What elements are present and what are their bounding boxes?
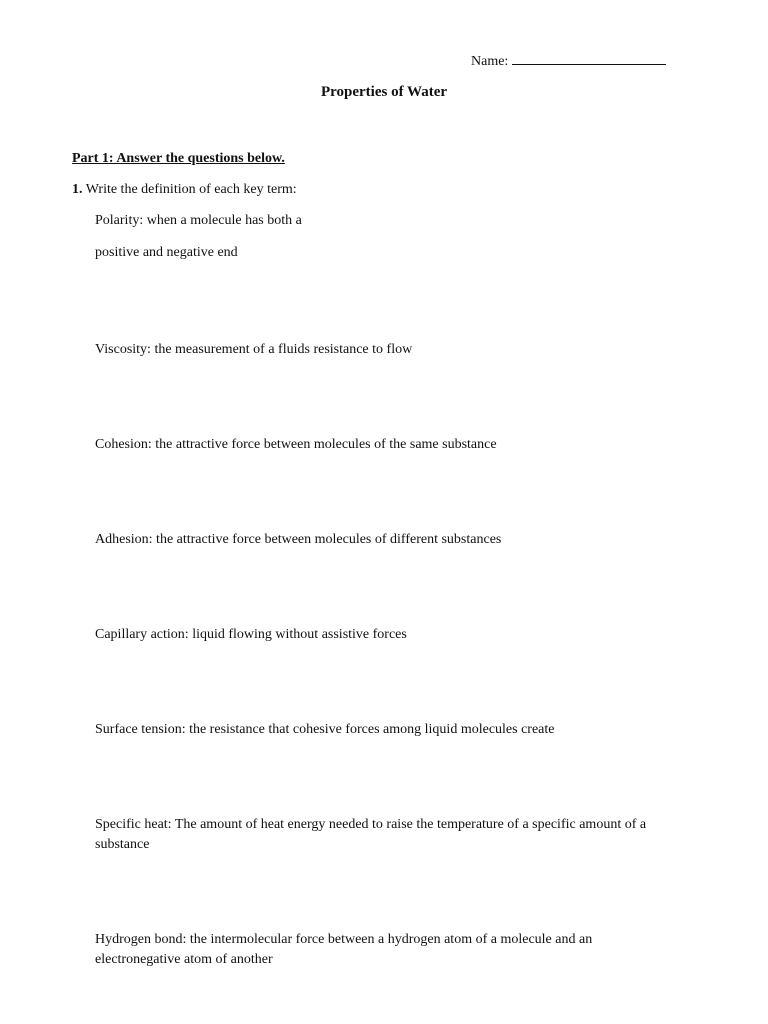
term-viscosity: Viscosity: the measurement of a fluids resistance to flow bbox=[95, 342, 413, 357]
term-polarity-line-2: positive and negative end bbox=[95, 245, 238, 260]
term-surface-tension: Surface tension: the resistance that cohesive forces among liquid molecules create bbox=[95, 722, 555, 737]
term-specific-heat: Specific heat: The amount of heat energy needed to raise the temperature of a specific amount of a substance bbox=[95, 817, 647, 852]
question-number: 1. bbox=[72, 182, 83, 197]
page-title: Properties of Water bbox=[320, 84, 448, 100]
name-label: Name: bbox=[471, 54, 509, 69]
name-field bbox=[471, 52, 666, 70]
part-1-heading: Part 1: Answer the questions below. bbox=[72, 151, 285, 166]
term-polarity-line-1: Polarity: when a molecule has both a bbox=[95, 213, 302, 228]
question-1 bbox=[72, 182, 297, 198]
term-adhesion: Adhesion: the attractive force between molecules of different substances bbox=[95, 532, 502, 547]
term-capillary-action: Capillary action: liquid flowing without assistive forces bbox=[95, 627, 407, 642]
term-cohesion: Cohesion: the attractive force between molecules of the same substance bbox=[95, 437, 497, 452]
term-hydrogen-bond: Hydrogen bond: the intermolecular force between a hydrogen atom of a molecule and an electronegative atom of another bbox=[95, 932, 593, 967]
name-blank-line bbox=[512, 52, 666, 65]
question-text: Write the definition of each key term: bbox=[85, 182, 297, 197]
